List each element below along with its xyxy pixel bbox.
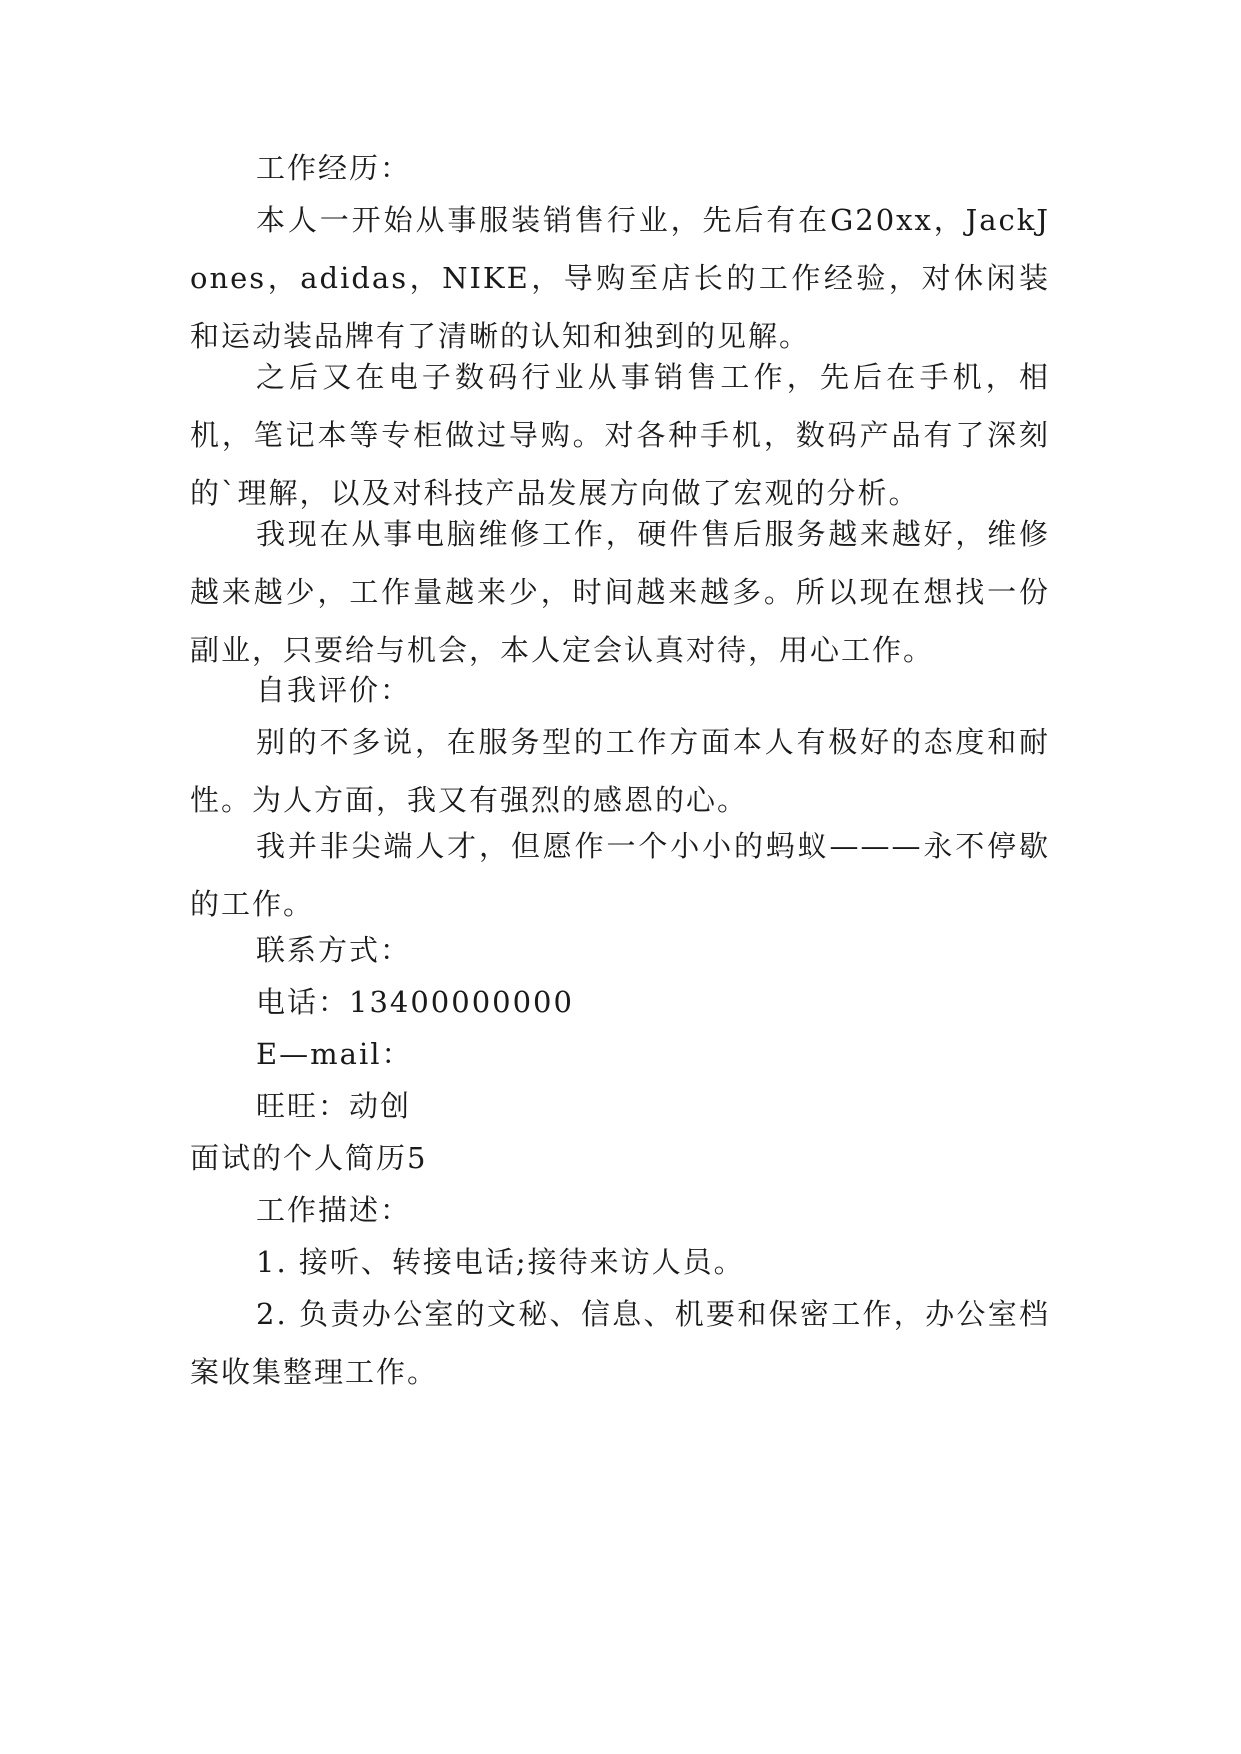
paragraph-apparel-sales: 本人一开始从事服装销售行业，先后有在G20xx，JackJones，adidas，NIKE，导购至店长的工作经验，对休闲装和运动装品牌有了清晰的认知和独到的见解。 [190,203,1050,353]
self-evaluation-heading: 自我评价： [256,673,412,707]
paragraph-computer-repair: 我现在从事电脑维修工作，硬件售后服务越来越好，维修越来越少，工作量越来少，时间越来越多。所以现在想找一份副业，只要给与机会，本人定会认真对待，用心工作。 [190,517,1050,667]
contact-wangwang: 旺旺：动创 [256,1089,412,1123]
paragraph-digital-sales: 之后又在电子数码行业从事销售工作，先后在手机，相机，笔记本等专柜做过导购。对各种手机，数码产品有了深刻的`理解，以及对科技产品发展方向做了宏观的分析。 [190,360,1050,510]
section-title: 面试的个人简历5 [190,1141,428,1175]
paragraph-attitude: 别的不多说，在服务型的工作方面本人有极好的态度和耐性。为人方面，我又有强烈的感恩的心。 [190,725,1050,817]
duty-item-2: 2. 负责办公室的文秘、信息、机要和保密工作，办公室档案收集整理工作。 [190,1297,1050,1389]
duty-item-1: 1. 接听、转接电话;接待来访人员。 [256,1245,745,1279]
paragraph-ant: 我并非尖端人才，但愿作一个小小的蚂蚁———永不停歇的工作。 [190,829,1050,921]
job-description-heading: 工作描述： [256,1193,412,1227]
contact-email: E—mail： [256,1037,413,1071]
contact-phone: 电话：13400000000 [256,985,574,1019]
work-experience-heading: 工作经历： [256,151,412,185]
contact-heading: 联系方式： [256,933,412,967]
